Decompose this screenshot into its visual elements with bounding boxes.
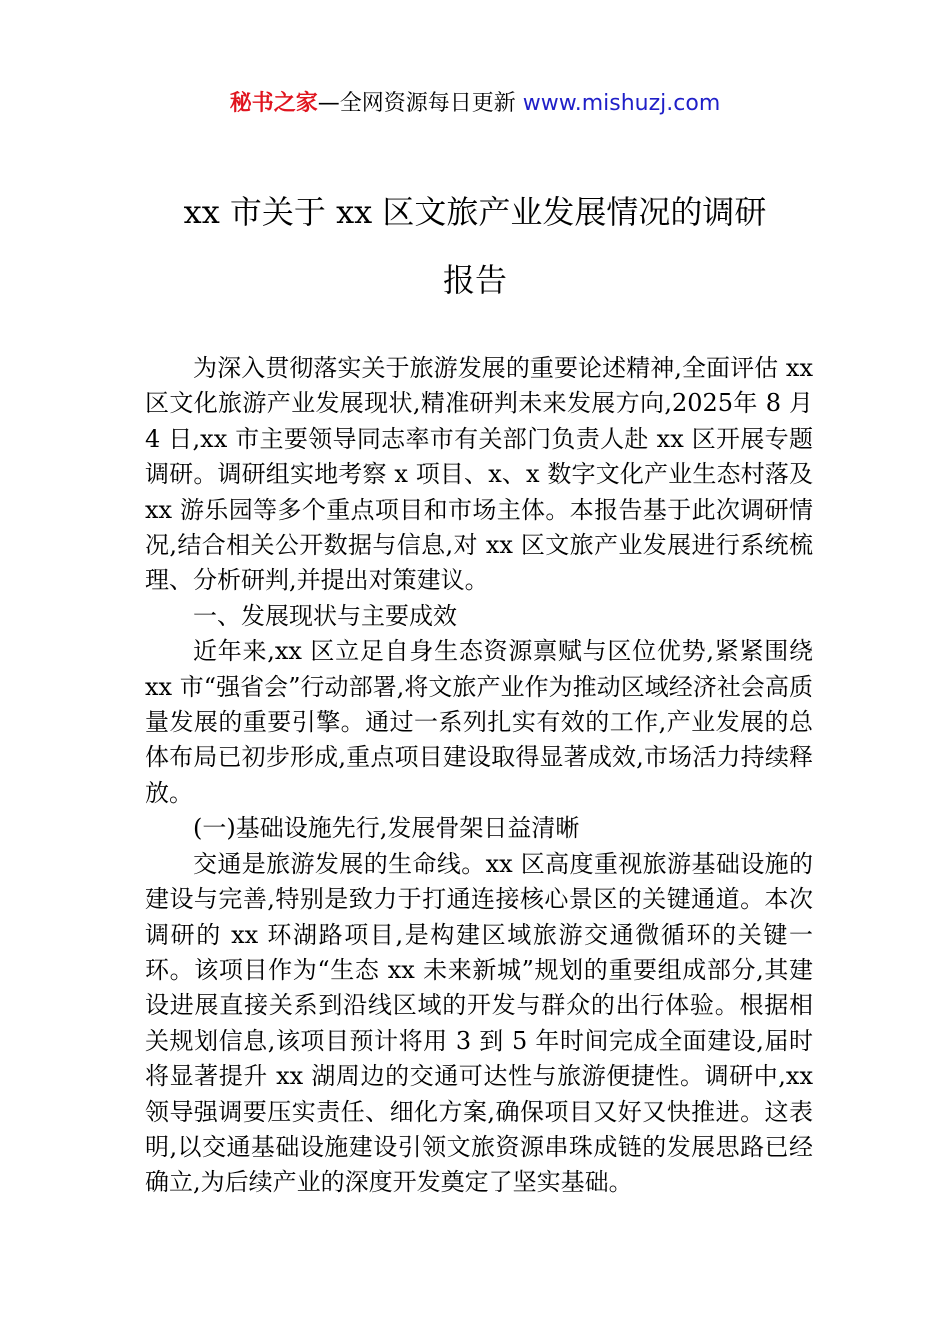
section-1-paragraph: 近年来,xx 区立足自身生态资源禀赋与区位优势,紧紧围绕 xx 市“强省会”行动部署,将文旅产业作为推动区域经济社会高质量发展的重要引擎。通过一系列扎实有效的工作,产业发展的总体布局已初步形成,重点项目建设取得显著成效,市场活力持续释放。 [145,637,813,807]
section-heading-1: 一、发展现状与主要成效 [193,601,457,630]
header-tagline: —全网资源每日更新 [317,91,516,116]
document-title-line-2: 报告 [442,261,507,299]
subsection-1-paragraph: 交通是旅游发展的生命线。xx 区高度重视旅游基础设施的建设与完善,特别是致力于打通连接核心景区的关键通道。本次调研的 xx 环湖路项目,是构建区域旅游交通微循环的关键一环。该项目作为“生态 xx 未来新城”规划的重要组成部分,其建设进展直接关系到沿线区域的开发与群众的出行体验。根据相关规划信息,该项目预计将用 3 到 5 年时间完成全面建设,届时将显著提升 xx 湖周边的交通可达性与旅游便捷性。调研中,xx 领导强调要压实责任、细化方案,确保项目又好又快推进。这表明,以交通基础设施建设引领文旅资源串珠成链的发展思路已经确立,为后续产业的深度开发奠定了坚实基础。 [145,849,813,1197]
site-header [0,86,950,122]
brand-name: 秘书之家 [229,91,318,116]
document-title-line-1: xx 市关于 xx 区文旅产业发展情况的调研 [183,193,767,231]
site-url-link[interactable]: www.mishuzj.com [522,91,721,116]
intro-paragraph: 为深入贯彻落实关于旅游发展的重要论述精神,全面评估 xx 区文化旅游产业发展现状,精准研判未来发展方向,2025年 8 月 4 日,xx 市主要领导同志率市有关部门负责人赴 xx 区开展专题调研。调研组实地考察 x 项目、x、x 数字文化产业生态村落及 xx 游乐园等多个重点项目和市场主体。本报告基于此次调研情况,结合相关公开数据与信息,对 xx 区文旅产业发展进行系统梳理、分析研判,并提出对策建议。 [145,354,813,595]
document-body [145,351,813,1201]
subsection-heading-1: (一)基础设施先行,发展骨架日益清晰 [193,814,580,843]
